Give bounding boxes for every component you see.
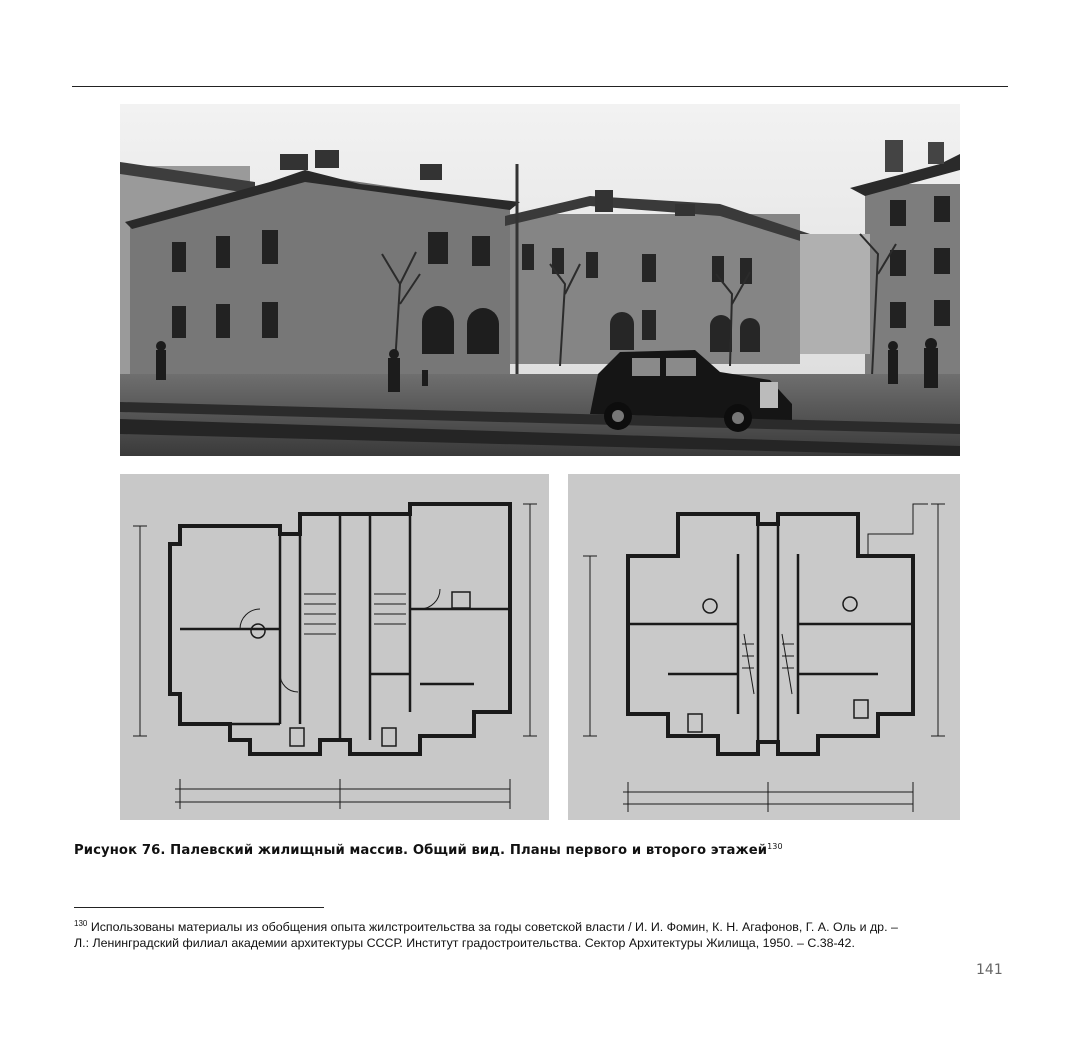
- page-number: 141: [976, 962, 1003, 978]
- footnote-line-1: [74, 916, 1014, 935]
- building-photo: [120, 104, 960, 456]
- footnote-text-1: Использованы материалы из обобщения опыта жилстроительства за годы советской власти / И. И. Фомин, К. Н. Агафонов, Г. А. Оль и др. –: [90, 920, 898, 934]
- footnote-rule: [74, 907, 324, 908]
- footnote: [74, 916, 1014, 951]
- first-floor-plan: [120, 474, 549, 820]
- footnote-line-2: Л.: Ленинградский филиал академии архитектуры СССР. Институт градостроительства. Сектор Архитектуры Жилища, 1950. – С.38-42.: [74, 936, 855, 950]
- caption-text: Рисунок 76. Палевский жилищный массив. Общий вид. Планы первого и второго этажей: [74, 843, 768, 858]
- figure-caption: [74, 842, 1004, 858]
- caption-footnote-ref[interactable]: 130: [767, 842, 783, 851]
- second-floor-plan: [568, 474, 960, 820]
- header-rule: [72, 86, 1008, 87]
- footnote-number: 130: [74, 919, 88, 928]
